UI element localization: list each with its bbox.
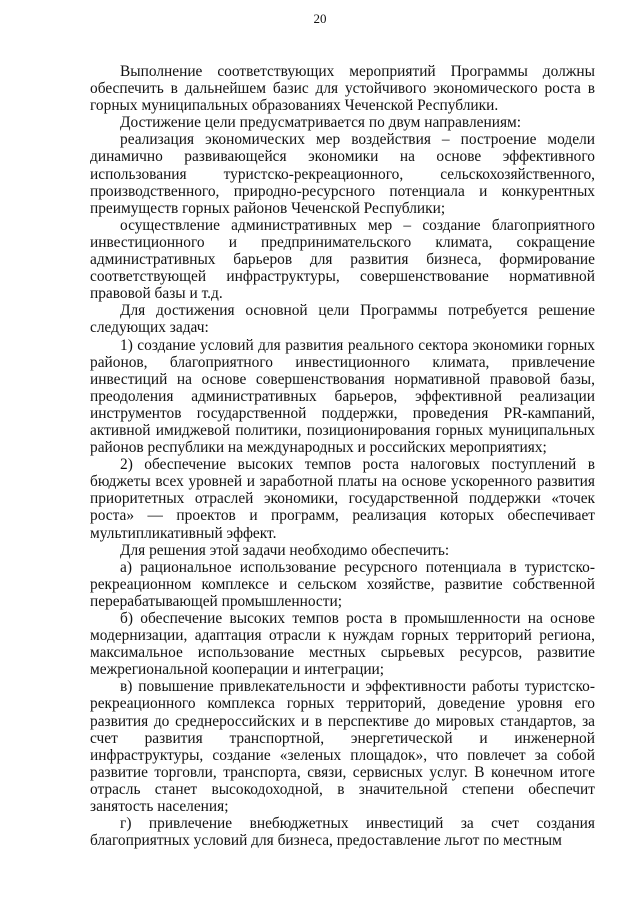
paragraph: осуществление административных мер – создание благоприятного инвестиционного и предпринимательского климата, сокращение административных барьеров для развития бизнеса, формирование соответствующей инфраструктуры, совершенствование нормативной правовой базы и т.д. [90,216,595,303]
paragraph: реализация экономических мер воздействия – построение модели динамично развивающейся экономики на основе эффективного использования туристско-рекреационного, сельскохозяйственного, производственного, природно-ресурсного потенциала и конкурентных преимуществ горных районов Чеченской Республики; [90,131,595,217]
paragraph: Выполнение соответствующих мероприятий Программы должны обеспечить в дальнейшем базис для устойчивого экономического роста в горных муниципальных образованиях Чеченской Республики. [90,63,595,115]
paragraph: б) обеспечение высоких темпов роста в промышленности на основе модернизации, адаптация отрасли к нуждам горных территорий региона, максимальное использование местных сырьевых ресурсов, развитие межрегиональной кооперации и интеграции; [90,610,595,679]
paragraph: 1) создание условий для развития реального сектора экономики горных районов, благоприятного инвестиционного климата, привлечение инвестиций на основе совершенствования нормативной правовой базы, преодоления административных барьеров, эффективной реализации инструментов государственной поддержки, проведения PR-кампаний, активной имиджевой политики, позиционирования горных муниципальных районов республики на международных и российских мероприятиях; [90,336,595,457]
document-body [90,63,595,849]
paragraph: в) повышение привлекательности и эффективности работы туристско-рекреационного комплекса горных территорий, доведение уровня его развития до среднероссийских и в перспективе до мировых стандартов, за счет развития транспортной, энергетической и инженерной инфраструктуры, создание «зеленых площадок», что повлечет за собой развитие торговли, транспорта, связи, сервисных услуг. В конечном итоге отрасль станет высокодоходной, в значительной степени обеспечит занятость населения; [90,678,595,816]
paragraph: Для достижения основной цели Программы потребуется решение следующих задач: [90,302,595,337]
paragraph: а) рациональное использование ресурсного потенциала в туристско-рекреационном комплексе и сельском хозяйстве, развитие собственной перерабатывающей промышленности; [90,558,595,610]
paragraph: Достижение цели предусматривается по двум направлениям: [120,114,522,132]
paragraph: Для решения этой задачи необходимо обеспечить: [120,541,450,559]
paragraph: 2) обеспечение высоких темпов роста налоговых поступлений в бюджеты всех уровней и заработной платы на основе ускоренного развития приоритетных отраслей экономики, государственной поддержки «точек роста» — проектов и программ, реализация которых обеспечивает мультипликативный эффект. [90,456,595,542]
page-number: 20 [313,11,327,26]
paragraph: г) привлечение внебюджетных инвестиций за счет создания благоприятных условий для бизнеса, предоставление льгот по местным [90,815,595,850]
